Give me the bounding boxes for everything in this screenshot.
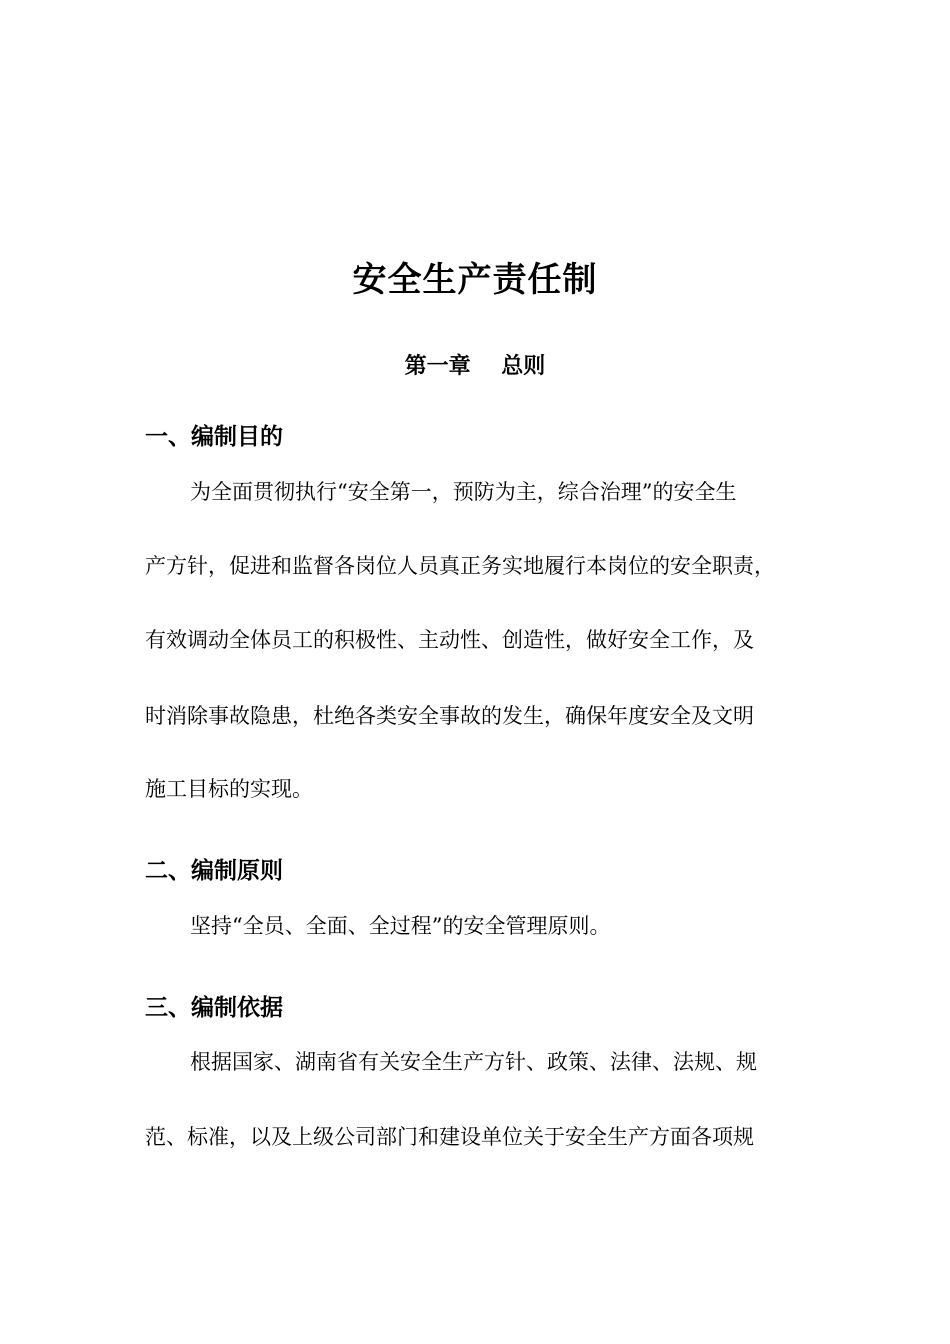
section-heading-principle: 二、编制原则 — [145, 857, 283, 884]
paragraph-line: 为全面贯彻执行“安全第一，预防为主，综合治理”的安全生 — [190, 480, 737, 504]
paragraph-line: 产方针，促进和监督各岗位人员真正务实地履行本岗位的安全职责， — [145, 554, 775, 578]
document-title: 安全生产责任制 — [352, 260, 598, 300]
paragraph-line: 施工目标的实现。 — [145, 777, 313, 801]
chapter-title: 第一章 总则 — [404, 353, 546, 379]
section-heading-purpose: 一、编制目的 — [145, 423, 283, 450]
paragraph-line: 范、标准，以及上级公司部门和建设单位关于安全生产方面各项规 — [145, 1125, 754, 1149]
paragraph-line: 有效调动全体员工的积极性、主动性、创造性，做好安全工作，及 — [145, 628, 754, 652]
paragraph-line: 根据国家、湖南省有关安全生产方针、政策、法律、法规、规 — [190, 1050, 757, 1074]
section-heading-basis: 三、编制依据 — [145, 994, 283, 1021]
paragraph-line: 坚持“全员、全面、全过程”的安全管理原则。 — [190, 914, 611, 938]
paragraph-line: 时消除事故隐患，杜绝各类安全事故的发生，确保年度安全及文明 — [145, 704, 754, 728]
